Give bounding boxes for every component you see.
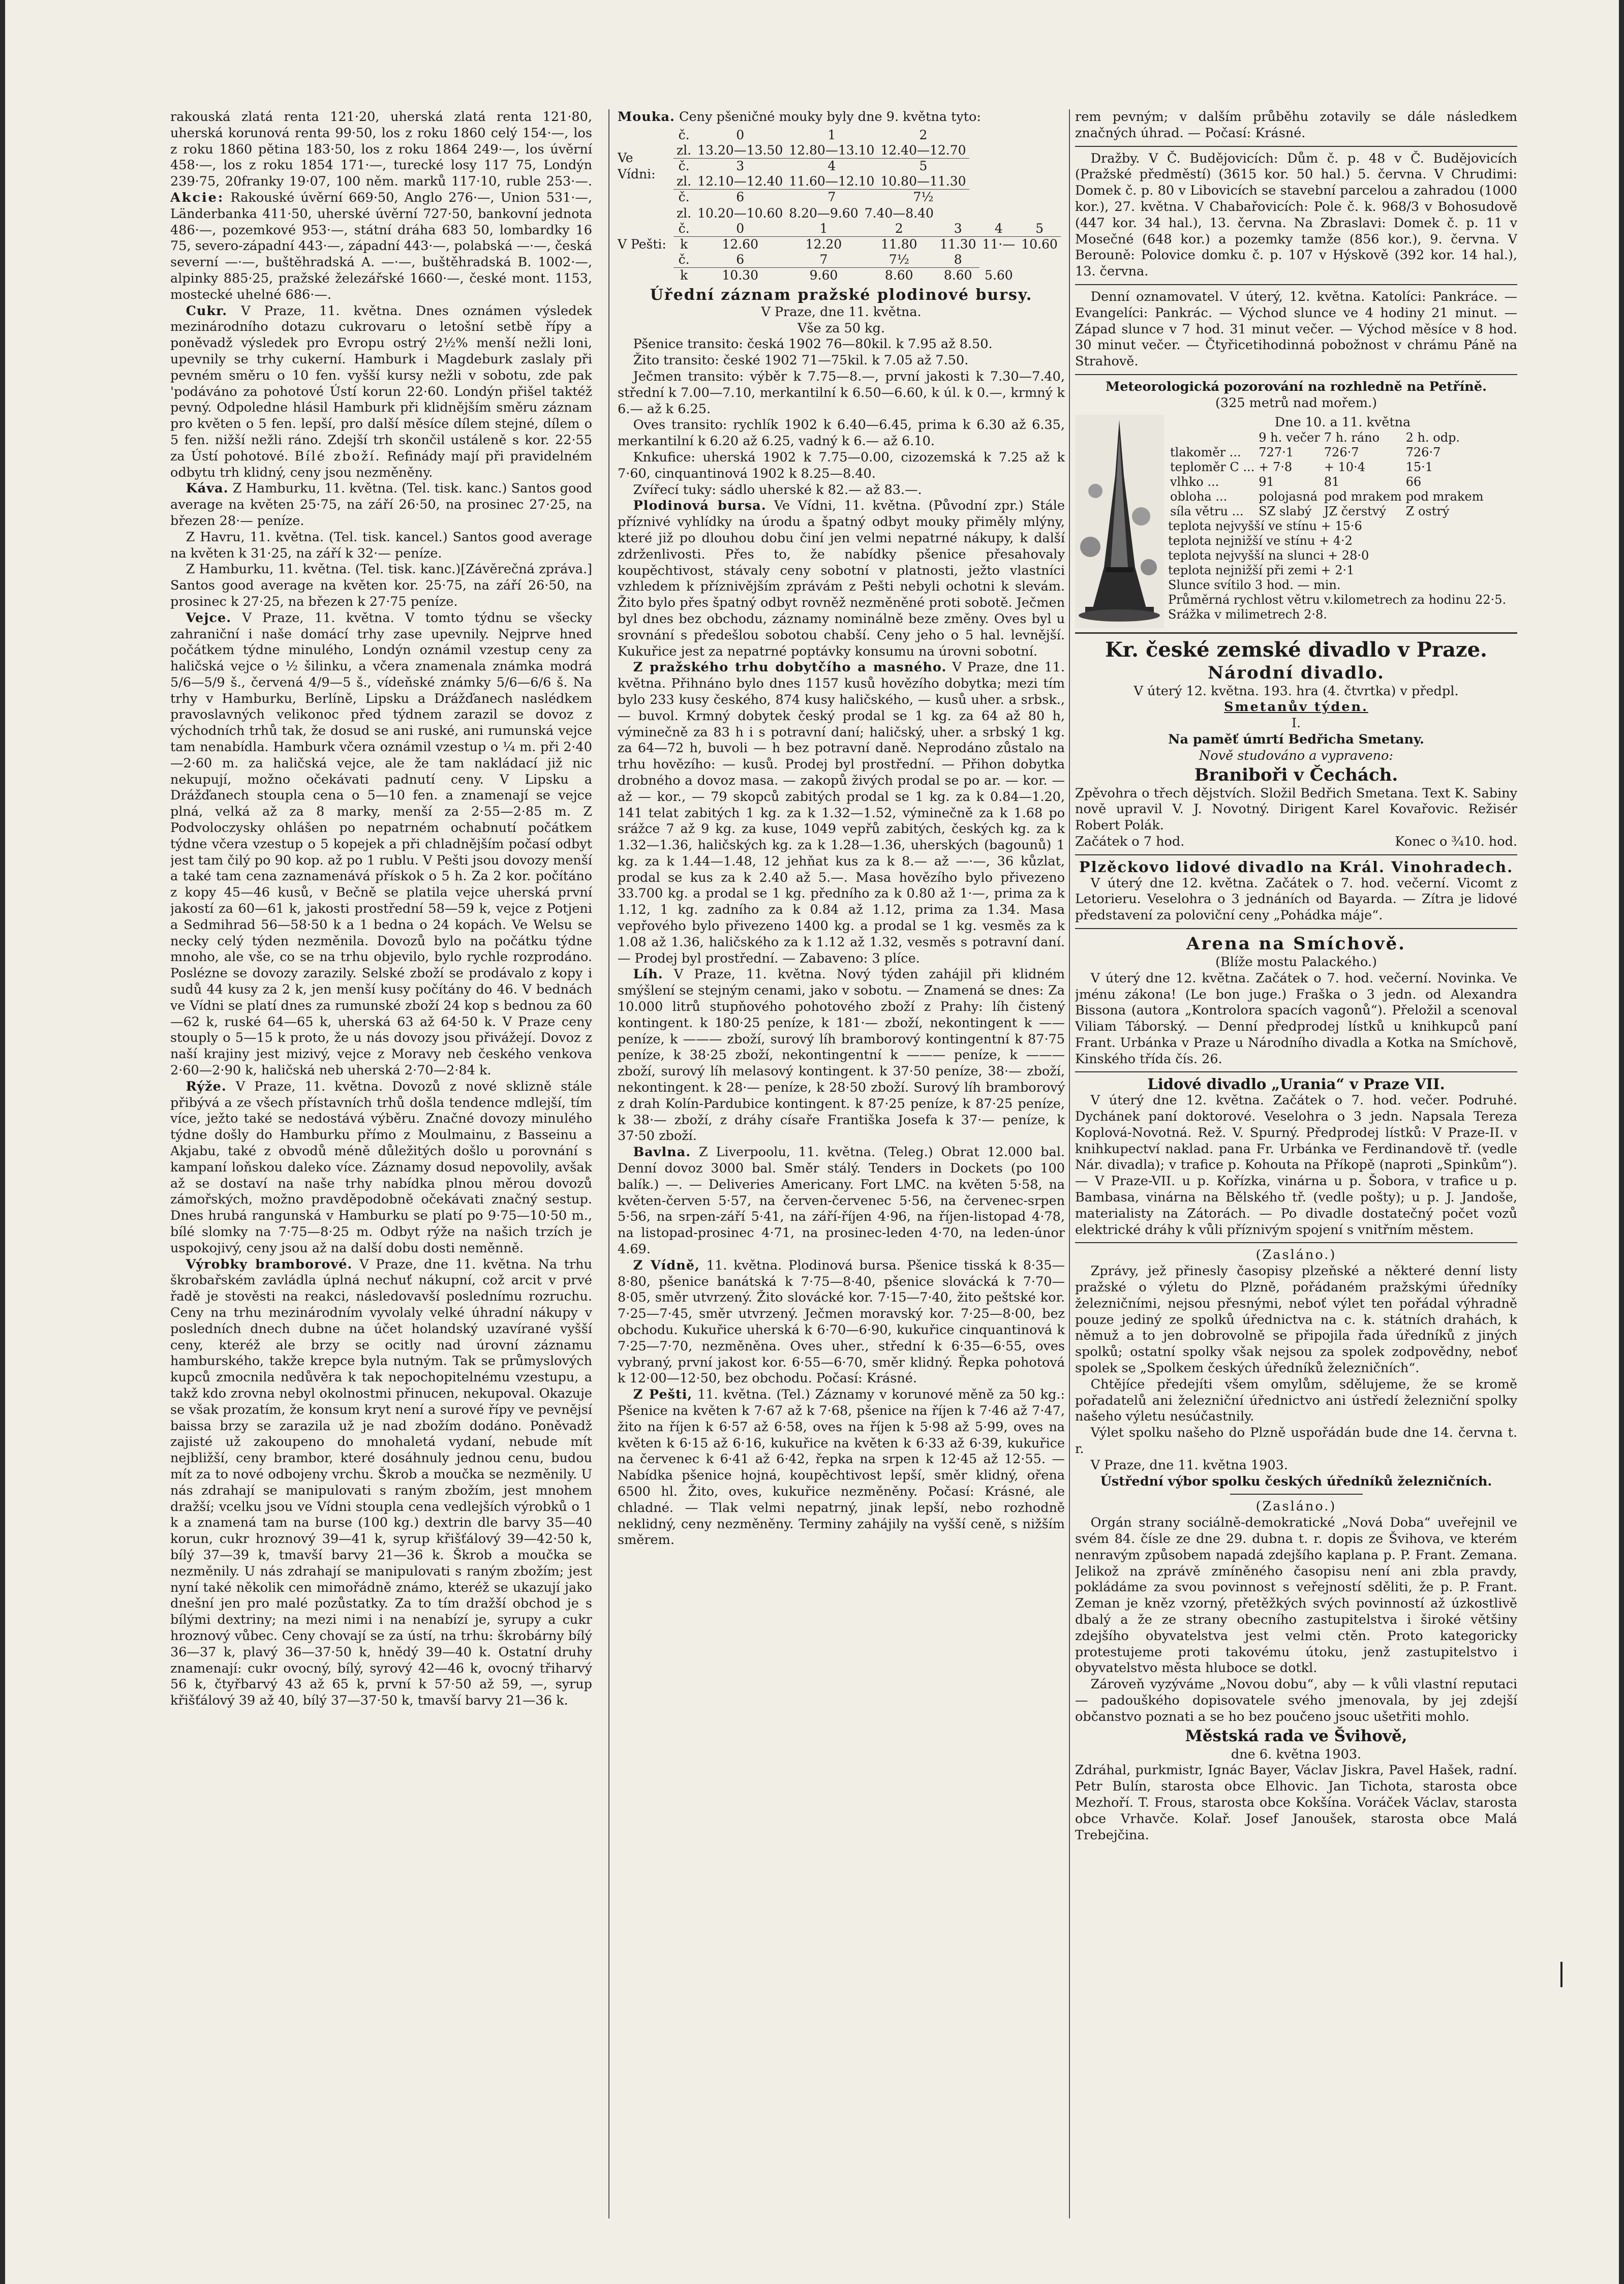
mouka-vidni-cell: č. — [678, 127, 690, 142]
bavlna-heading: Bavlna. — [633, 1145, 691, 1160]
tuky-line: Zvířecí tuky: sádlo uherské k 82.— až 83.—. — [633, 482, 922, 498]
mouka-pesti-cell: 2 — [862, 221, 937, 237]
mouka-pesti-cell: 4 — [979, 221, 1019, 237]
meteo-cell: 91 — [1259, 475, 1274, 489]
cukr-section: Cukr. V Praze, 11. května. Dnes oznámen výsledek mezinárodního dotazu cukrovaru o letošní setbě řípy a poněvadž výsledek pro Evropu ostrý 2½% menší nežli loni, upevnily se trhy cukerní. Hamburk i Magdeburk zaslaly při pevném směru o 10 fen. vyšší kursy nežli v sobotu, zde pak 'podáváno za pohotové Ústí korun 22·60. Londýn přišel taktéž pevný. Odpoledne hlásil Hamburk při klidnějším směru záznam pro květen o 5 fen. lepší, pro další měsíce dílem stejné, dílem o 5 fen. nižší nežli ráno. Zdejší trh skončil ustáleně s kor. 22·55 za Ústí pohotové. Bílé zboží. Refinády mají při pravidelném odbytu trh klidný, ceny jsou nezměněny. — [170, 303, 592, 480]
uredni-heading: Úřední záznam pražské plodinové bursy. — [650, 286, 1033, 304]
arena-text: V úterý dne 12. května. Začátek o 7. hod. večerní. Novinka. Ve jménu zákona! (Le bon juge.) Fraška o 3 jedn. od Alexandra Bissona (autora „Kontrolora spacích vagonů“). Přeložil a scenoval Viliam Táborský. — Denní předprodej lístků u knihkupců paní Frant. Urbánka v Praze u Národního divadla a Kotka na Smíchově, Kinského třída čís. 26. — [1075, 970, 1517, 1067]
divider — [1075, 146, 1517, 147]
mouka-section: Mouka. Ceny pšeničné mouky byly dne 9. května tyto: — [618, 109, 981, 125]
kava-section: Káva. Z Hamburku, 11. května. (Tel. tisk. kanc.) Santos good average na květen 25·75, na září 26·50, na prosinec 27·25, na březen 28·— peníze. — [170, 481, 592, 529]
mouka-vidni-block — [618, 128, 1065, 205]
meteo-row — [1168, 504, 1486, 519]
mouka-vidni-cell: zl. — [673, 143, 694, 159]
mestska-rada-heading: Městská rada ve Švihově, — [1185, 1726, 1407, 1745]
meteo-cell: 727·1 — [1259, 445, 1294, 460]
nove-studovano: Nově studováno a vypraveno: — [1199, 748, 1393, 763]
mouka-pesti-cell: 8.60 — [884, 267, 913, 283]
meteo-header-cell: 9 h. večer — [1259, 430, 1320, 445]
mouka-pesti-cell: 10.30 — [722, 267, 758, 283]
arena-sub: (Blíže mostu Palackého.) — [1215, 954, 1377, 970]
meteo-cell: 81 — [1324, 475, 1340, 489]
mestska-rada-signatures: Zdráhal, purkmistr, Ignác Bayer, Václav Jiskra, Pavel Hašek, radní. Petr Bulín, starosta obce Elhovic. Jan Tichota, starosta obce Mezhoří. T. Frous, starosta obce Kokšína. Voráček Václav, starosta obce Vrhavče. Kolař. Josef Janoušek, starosta obce Malá Trebejčina. — [1075, 1763, 1517, 1843]
zaslano-2-text: Orgán strany sociálně-demokratické „Nová Doba“ uveřejnil ve svém 84. čísle ze dne 29. dubna t. r. dopis ze Švihova, ve kterém nenravým způsobem napadá zdejšího kaplana p. P. Frant. Zemana. Jelikož na zprávě zmíněného časopisu není ani zbla pravdy, pokládáme za svou povinnost s veřejností sděliti, že p. P. Frant. Zeman je kněz vzorný, přetěžkých svých povinností až úzkostlivě dbalý a že ze strany obecního zastupitelstva i široké většiny zdejšího obyvatelstva jest velmi ctěn. Proto kategoricky protestujeme proti takovému útoku, jenž zastupitelstvo i obyvatelstvo města hluboce se dotkl. — [1075, 1515, 1517, 1676]
mouka-pesti-cell: 1 — [786, 221, 861, 237]
mouka-pesti-cell: 7 — [786, 252, 861, 268]
zaslano-1-text3: Výlet spolku našeho do Plzně uspořádán bude dne 14. června t. r. — [1075, 1425, 1517, 1457]
mouka-pesti-cell: č. — [673, 221, 694, 237]
mouka-vidni-cell: zl. — [673, 174, 694, 190]
mouka-vidni-cell: 10.80—11.30 — [877, 174, 969, 190]
meteo-cell: polojasná — [1259, 489, 1318, 504]
plodinova-heading: Plodinová bursa. — [633, 498, 767, 514]
branibori-text: Zpěvohra o třech dějstvích. Složil Bedřich Smetana. Text K. Sabiny nově upravil V. J. Novotný. Dirigent Karel Kovařovic. Režisér Robert Polák. — [1075, 785, 1517, 834]
zaslano-1-heading: (Zasláno.) — [1255, 1247, 1337, 1263]
mouka-vidni-cell: 11.60—12.10 — [786, 174, 877, 190]
meteo-extra-line: Srážka v milimetrech 2·8. — [1168, 607, 1327, 622]
meteo-header-cell: 2 h. odp. — [1405, 430, 1460, 445]
oves-line: Oves transito: rychlík 1902 k 6.40—6.45, prima k 6.30 až 6.35, merkantilní k 6.20 až 6.25, vadný k 6.— až 6.10. — [618, 417, 1065, 449]
meteo-subheading: (325 metrů nad mořem.) — [1215, 395, 1377, 411]
page-mark — [1560, 1962, 1562, 1987]
mouka-vidni-cell: 1 — [828, 127, 836, 142]
bourse-text: rakouská zlatá renta 121·20, uherská zlatá renta 121·80, uherská korunová renta 99·50, los z roku 1860 celý 154·—, los z roku 1860 pětina 183·50, los z roku 1864 249·—, los úvěrní 458·—, los z roku 1854 171·—, turecké losy 117 75, Londýn 239·75, 20franky 19·07, 100 něm. marků 117·10, ruble 253·—. Akcie: Rakouské úvěrní 669·50, Anglo 276·—, Union 531·—, Länderbanka 411·50, uherské úvěrní 727·50, bankovní jednota 486·—, pozemkové 953·—, státní dráha 683 50, lombardky 16 75, severo-západní 443·—, západní 443·—, polabská —·—, česká severní —·—, buštěhradská A. —·—, buštěhradská B. 1002·—, alpinky 885·25, pražské železářské 1660·—, české mont. 1153, mostecké uhelné 686·—. — [170, 109, 592, 302]
narodni-date-line: V úterý 12. května. 193. hra (4. čtvrtka) v předpl. — [1133, 683, 1459, 699]
mouka-pesti-cell: 7.40—8.40 — [864, 205, 934, 221]
zaslano-1-signature: Ústřední výbor spolku českých úředníků železničních. — [1100, 1473, 1492, 1489]
column-1 — [170, 109, 592, 2203]
meteo-extra-line: teplota nejvyšší na slunci + 28·0 — [1168, 548, 1369, 563]
cukr-heading: Cukr. — [186, 303, 228, 319]
divider — [1075, 284, 1517, 285]
mouka-pesti-row — [673, 267, 1061, 283]
hamburk-paragraph: Z Hamburku, 11. května. (Tel. tisk. kanc.)[Závěrečná zpráva.] Santos good average na květen kor. 25·75, na září 26·50, na prosinec k 27·25, na březen k 27·75 peníze. — [170, 562, 592, 609]
mouka-vidni-cell: 7 — [828, 189, 836, 204]
meteo-cell: síla větru ... — [1170, 504, 1244, 519]
smetanuv-tyden: Smetanův týden. — [1224, 699, 1368, 715]
mouka-vidni-row — [673, 128, 969, 143]
vyrobky-section: Výrobky bramborové. V Praze, dne 11. května. Na trhu škrobařském zavládla úplná nechuť nákupní, což arcit v prvé řadě je stověsti na reakci, následovavší poslednímu rozruchu. Ceny na trhu mezinárodním vyvolaly velké úhradní nákupy v posledních dnech dubne na účet holandský uzavírané vyšší ceny, kteréž ale brzy se ocitly nad úrovní záznamu hamburského, takže krepce byla nutným. Tak se průmyslových kupců zmocnila nedůvěra k tak nepochopitelnému vzestupu, a takž kdo zrovna nebyl okolnostmi přinucen, nekupoval. Okazuje se však prozatím, že konsum kryt není a surové řípy ve pevnějsí baissa brzy se zarazila už je nad zbožím dodáno. Poněvadž zajisté už zakoupeno do mnohaletá vydaní, nebude mít nejbližší, ceny brambor, které dosáhnuly jednou cenu, budou mít za to nové odbojeny vrchu. Škrob a moučka se nezměnily. U nás zdrahají se manipulovati s raným zbožím, jest mnohem dražší; vcelku jsou ve Vídni stoupla cena vedlejších výrobků o 1 k a znamená tam na burse (100 kg.) dextrin dle barvy 35—40 korun, cukr hroznový 39—41 k, syrup křišťálový 39—42·50 k, bílý 37—39 k, tmavší barvy 21—36 k. Škrob a moučka se nezměnily. U nás zdrahají se manipulovati s raným zbožím; jest nyní také několik cen mimořádně známo, kteréž se ukazují jako dnešní jen pro malé pozůstatky. Za to tím dražší obchod je s bílými dextriny; na mezi nimi i na nenabízí je, syrupy a cukr hroznový vůbec. Ceny chovají se za ústí, na trhu: škrobárny bílý 36—37 k, plavý 36—37·50 k, hnědý 39—40 k. Ostatní druhy znamenají: cukr ovocný, bílý, syrový 42—46 k, ovocný třiharvý 56 k, čtyřbarvý 43 až 65 k, první k 57·50 až 59, —, syrup křišťálový 39 až 40, bílý 37—37·50 k, tmavší barvy 21—36 k. — [170, 1256, 592, 1709]
meteo-extra-line: teplota nejvyšší ve stínu + 15·6 — [1168, 519, 1362, 534]
mouka-pesti-cell: 8.20—9.60 — [789, 205, 859, 221]
column-2 — [618, 109, 1065, 2234]
jecmen-line: Ječmen transito: výběr k 7.75—8.—, první jakosti k 7.30—7.40, střední k 7.00—7.10, merkantilní k 6.50—6.60, k úl. k 0.—, krmný k 6.— až k 6.25. — [618, 368, 1065, 417]
divider — [1075, 928, 1517, 929]
mouka-pesti-cell: 0 — [694, 221, 786, 237]
zito-line: Žito transito: české 1902 71—75kil. k 7.05 až 7.50. — [633, 353, 969, 368]
vidni-label: Ve Vídni: — [618, 150, 656, 181]
meteo-date: Dne 10. a 11. května — [1274, 414, 1411, 430]
mouka-vidni-cell: 12.10—12.40 — [694, 174, 786, 190]
meteo-extra-line: teplota nejnižší při zemi + 2·1 — [1168, 563, 1355, 578]
kukurice-line: Knkufice: uherská 1902 k 7.75—0.00, cizozemská k 7.25 až k 7·60, cinquantinová 1902 k 8.25—8.40. — [618, 449, 1065, 481]
meteo-header-cell — [1168, 430, 1257, 445]
mouka-pesti-cell: 12.20 — [805, 236, 842, 252]
meteo-extra — [1168, 519, 1517, 622]
meteo-extra-line: Průměrná rychlost větru v.kilometrech za hodinu 22·5. — [1168, 593, 1507, 607]
lih-section: Líh. V Praze, 11. května. Nový týden zahájil při klidném smýšlení se stejným cenami, jako v sobotu. — Znamená se dnes: Za 10.000 litrů stupňového pohotového zboží z Prahy: líh čistený kontingent. k 180·25 peníze, k 181·— zboží, nekontingent k —— peníze, k ——— zboží, surový líh bramborový kontingentní k 87·75 peníze, k 38·25 zboží, nekontingentní k ——— peníze, k ——— zboží, surový líh melasový kontingent. k 37·50 peníze, 38·— zboží, nekontingent. k 28·— peníze, k 28·50 zboží. Surový líh bramborový z drah Kolín-Pardubice kontingent. k 87·25 peníze, k 87·25 peníze, k 38·— zboží, z dráhy císaře Františka Josefa k 37·— peníze, k 37·50 zboží. — [618, 967, 1065, 1144]
petrin-tower-icon — [1075, 415, 1164, 628]
mouka-pesti-cell: 10.60 — [1021, 236, 1058, 252]
kava-heading: Káva. — [186, 481, 229, 497]
plzen-heading: Plzěckovo lidové divadlo na Král. Vinohradech. — [1079, 858, 1514, 876]
mouka-pesti-block — [618, 206, 1065, 283]
urania-text: V úterý dne 12. května. Začátek o 7. hod. večer. Podruhé. Dychánek paní doktorové. Veselohra o 3 jedn. Napsala Tereza Koplová-Novotná. Rež. V. Spurný. Předprodej lístků: V Praze-II. v knihkupectví naklad. pana Fr. Urbánka ve Ferdinandově tř. (vedle Nár. divadla); v trafice p. Kohouta na Příkopě (naproti „Spinkům“). — V Praze-VII. u p. Kořízka, vinárna u p. Šobora, v trafice u p. Bambasa, vinárna na Bělského tř. (vedle pošty); u p. J. Jandoše, materialisty na Zátorách. — Po divadle dostatečný počet vozů elektrické dráhy k vůli příznivým spojení s vnitřním městem. — [1075, 1093, 1517, 1238]
branibori-times — [1075, 834, 1517, 850]
mouka-vidni-cell: 7½ — [913, 189, 934, 204]
meteo-cell: SZ slabý — [1259, 504, 1312, 519]
divider — [1075, 1071, 1517, 1072]
ryze-section: Rýže. V Praze, 11. května. Dovozů z nové sklizně stále přibývá a ze všech přístavních trhů došla tendence mdlejší, tím více, ježto také se nedostává výběru. Značné dovozy minulého týdne došly do Hamburku přímo z Moulmainu, z Basseinu a Akjabu, také z obvodů méně důležitých došlo u porovnání s kampaní loňskou daleko více. Záznamy dosud nepovolily, avšak až se dostaví na naše trhy nabídka plnou měrou dovozů zámořských, možno pravděpodobně očekávati značný sestup. Dnes hrubá rangunská v Hamburku se platí po 9·75—10·50 m., bílé slomky na 7·75—8·25 m. Odbyt rýže na našich trzích je uspokojivý, ceny jsou až na další dobu dosti neměnně. — [170, 1078, 592, 1256]
divider — [1075, 854, 1517, 855]
mouka-pesti-cell: 7½ — [862, 252, 937, 268]
roman-numeral: I. — [1291, 716, 1301, 731]
mouka-pesti-cell: zl. — [677, 205, 692, 221]
vejce-heading: Vejce. — [186, 610, 232, 626]
akcie-label: Akcie: — [170, 190, 225, 205]
vidne-heading: Z Vídně, — [633, 1257, 700, 1273]
meteo-cell: teploměr C ... — [1170, 460, 1255, 475]
mouka-vidni-cell: 12.40—12.70 — [877, 143, 969, 159]
mouka-vidni-row — [673, 143, 969, 159]
arena-heading: Arena na Smíchově. — [1186, 933, 1406, 954]
meteo-cell: + 7·8 — [1259, 460, 1293, 475]
na-pamet: Na paměť úmrtí Bedřicha Smetany. — [1168, 731, 1424, 747]
mouka-pesti-cell: 3 — [937, 221, 979, 237]
meteo-data — [1168, 415, 1517, 628]
mouka-pesti-row — [673, 221, 1061, 237]
pesti-section: Z Pešti, 11. května. (Tel.) Záznamy v korunové měně za 50 kg.: Pšenice na květen k 7·67 až k 7·68, pšenice na říjen k 7·46 až 7·47, žito na říjen k 6·57 až 6·58, oves na říjen k 5·98 až 5·99, oves na květen k 6·15 až 6·16, kukuřice na květen k 6·33 až 6·39, kukuřice na červenec k 6·41 až 6·42, řepka na srpen k 12·45 až 12·55. — Nabídka pšenice hojná, koupěchtivost lepší, směr klidný, ořena 6500 hl. Žito, oves, kukuřice nezměněny. Počasí: Krásné, ale chladné. — Tlak velmi nepatrný, jinak lepší, nebo rozhodně neklidný, ceny nezměněny. Terminy zahájily na vyšší ceně, s nižším směrem. — [618, 1387, 1065, 1548]
vyrobky-heading: Výrobky bramborové. — [186, 1256, 353, 1272]
meteo-cell: pod mrakem — [1324, 489, 1402, 504]
meteo-cell: 726·7 — [1324, 445, 1359, 460]
mouka-vidni-cell: 13.20—13.50 — [694, 143, 786, 159]
burza-continuation: rem pevným; v dalším průběhu zotavily se dále následkem značných úhrad. — Počasí: Krásné. — [1075, 109, 1517, 141]
meteo-cell: 15·1 — [1405, 460, 1433, 475]
mouka-vidni-row — [673, 158, 969, 174]
branibori-title: Braniboři v Čechách. — [1194, 764, 1398, 785]
divadlo-heading: Kr. české zemské divadlo v Praze. — [1105, 637, 1487, 662]
column-rule-2 — [1069, 109, 1070, 2218]
zaslano-2-heading: (Zasláno.) — [1255, 1499, 1337, 1515]
meteo-header-row — [1168, 430, 1486, 445]
column-3 — [1075, 109, 1517, 2234]
meteo-cell: vlhko ... — [1170, 475, 1219, 489]
uredni-unit: Vše za 50 kg. — [798, 320, 885, 336]
mouka-pesti-row — [673, 236, 1061, 252]
narodni-heading: Národní divadlo. — [1207, 662, 1385, 683]
mouka-pesti-cell: 5.60 — [985, 267, 1013, 283]
mouka-vidni-cell: 5 — [919, 158, 928, 173]
mouka-vidni-cell: 2 — [919, 127, 928, 142]
mouka-pesti-cell: č. — [673, 252, 694, 268]
zaslano-1-text: Zprávy, jež přinesly časopisy plzeňské a některé denní listy pražské o výletu do Plzně, pořádaném pražskými úředníky železničními, nejsou přesnými, neboť výlet ten pořádal výhradně pouze jediný ze spolků úřednictva na c. k. státních drahách, k němuž a to jen dobrovolně se připojila řada úředníků z jiných spolků; ostatní spolky však nejsou za spolek zodpovědny, neboť spolek se „Spolkem českých úředníků železničních“. — [1075, 1263, 1517, 1376]
mouka-vidni-cell: 6 — [736, 189, 745, 204]
mouka-pesti-row — [673, 252, 1061, 268]
pesti-label: V Pešti: — [618, 236, 666, 252]
plzen-text: V úterý dne 12. května. Začátek o 7. hod. večerní. Vicomt z Letorieru. Veselohra o 3 jednáních od Bayarda. — Zítra je lidové představení za poloviční ceny „Pohádka máje“. — [1075, 875, 1517, 923]
mouka-vidni-cell: č. — [678, 158, 690, 173]
mouka-pesti-cell: 8.60 — [943, 267, 972, 283]
urania-heading: Lidové divadlo „Urania“ v Praze VII. — [1147, 1075, 1445, 1093]
mouka-pesti-cell: 9.60 — [809, 267, 838, 283]
plodinova-section: Plodinová bursa. Ve Vídni, 11. května. (Původní zpr.) Stále příznivé vyhlídky na úrodu a špatný odbyt mouky přiměly mlýny, které již po dlouhou dobu činí jen velmi nepatrné nákupy, k další zdrženlivosti. Přes to, že nabídky pšenice přesahovaly koupěchtivost, stávaly ceny sobotní v platnosti, ježto vlastníci vzhledem k příznivějším zprávám z Pešti nebyli ochotni k slevám. Žito bylo přes špatný odbyt rovněž nezměněné proti sobotě. Ječmen byl dnes bez obchodu, záznamy nominálně beze změny. Oves byl u srovnání s předešlou sobotou chabší. Ceny jeho o 5 hal. levnější. Kukuřice jest za nepatrné poptávky konsumu na úrovni sobotní. — [618, 498, 1065, 659]
meteo-row — [1168, 460, 1486, 475]
mouka-pesti-cell: k — [680, 236, 688, 252]
lih-heading: Líh. — [633, 967, 663, 982]
denni-oznamovatel: Denní oznamovatel. V úterý, 12. května. Katolíci: Pankráce. — Evangelíci: Pankrác. — Východ slunce ve 4 hodiny 21 minut. — Západ slunce v 7 hod. 31 minut večer. — Východ měsíce v 8 hod. 30 minut večer. — Čtyřicetihodinná pobožnost v chrámu Páně na Strahově. — [1075, 289, 1517, 369]
divider — [1075, 632, 1517, 634]
psenice-line: Pšenice transito: česká 1902 76—80kil. k 7.95 až 8.50. — [633, 336, 993, 352]
konec: Konec o ¾10. hod. — [1395, 834, 1517, 849]
meteo-cell: Z ostrý — [1405, 504, 1450, 519]
mouka-table-pesti — [673, 206, 1061, 283]
meteo-extra-line: Slunce svítilo 3 hod. — min. — [1168, 578, 1341, 593]
meteo-header-cell: 7 h. ráno — [1324, 430, 1380, 445]
meteo-row — [1168, 489, 1486, 504]
zaslano-1-date: V Praze, dne 11. května 1903. — [1090, 1457, 1288, 1473]
mouka-pesti-cell: 8 — [937, 252, 979, 268]
mouka-pesti-cell: 12.60 — [722, 236, 758, 252]
meteo-row — [1168, 475, 1486, 489]
meteo-row — [1168, 445, 1486, 460]
meteo-cell: tlakoměr ... — [1170, 445, 1241, 460]
drazby-section: Dražby. V Č. Budějovicích: Dům č. p. 48 v Č. Budějovicích (Pražské předměstí) (3615 kor. 50 hal.) 5. června. V Chrudimi: Domek č. p. 80 v Libovicích se stavební parcelou a zahradou (1000 kor.), 27. května. V Chabařovicích: Pole č. k. 968/3 v Bohosudově (447 kor. 34 hal.), 13. června. Na Zbraslavi: Domek č. p. 11 v Mosečné (648 kor.) a pozemky tamže (856 kor.), 9. června. V Berouně: Polovice domku č. p. 107 v Hýskově (392 kor. 14 hal.), 13. června. — [1075, 150, 1517, 280]
zaslano-1-text2: Chtějíce předejíti všem omylům, sdělujeme, že se kromě pořadatelů ani železniční úřednictvo ani ústředí železniční spolky našeho výletu nesúčastnily. — [1075, 1376, 1517, 1425]
bavlna-section: Bavlna. Z Liverpoolu, 11. května. (Teleg.) Obrat 12.000 bal. Denní dovoz 3000 bal. Směr stálý. Tenders in Dockets (po 100 balík.) —. — Deliveries Americany. Fort LMC. na květen 5·58, na květen-červen 5·57, na červen-červenec 5·56, na červenec-srpen 5·56, na srpen-září 5·41, na září-říjen 4·96, na říjen-listopad 4·78, na listopad-prosinec 4·71, na prosinec-leden 4·70, na leden-únor 4.69. — [618, 1145, 1065, 1257]
uredni-date: V Praze, dne 11. května. — [761, 304, 922, 320]
meteo-block — [1075, 415, 1517, 628]
mouka-vidni-cell: č. — [678, 189, 690, 204]
meteo-cell: pod mrakem — [1405, 489, 1484, 504]
divider — [1075, 374, 1517, 375]
meteo-table — [1168, 430, 1486, 519]
dobytek-section: Z pražského trhu dobytčího a masného. V Praze, dne 11. května. Přihnáno bylo dnes 1157 kusů hovězího dobytka; mezi tím bylo 233 kusy českého, 874 kusy haličského, — kusů uher. a srbsk., — buvol. Krmný dobytek český prodal se 1 kg. za 64 až 80 h, výminečně za 83 h i s potravní daní; haličský, uher. a srbský 1 kg. za 64—72 h, buvoli — h bez potravní daně. Neprodáno zůstalo na trhu hovězího: — kusů. Prodej byl prostřední. — Přihon dobytka drobného a dovoz masa. — zakopů živých prodal se po ar. — kor. — až — kor., — 79 skopců zabitých prodal se 1 kg. za k 0.84—1.20, 141 telat zabitých 1 kg. za k 1.32—1.52, výminečně za k 1.68 po srážce 7 až 9 kg. za kuse, 1049 vepřů zabitých, českých kg. za k 1.32—1.36, haličských kg. za k 1.28—1.36, uherských (bagounů) 1 kg. za k 1.44—1.48, 12 jehňat kus za k 8.— až —·—, 36 kůzlat, prodal se kus za k 2.40 až 5.—. Masa hovězího bylo přivezeno 33.700 kg. a prodal se 1 kg. předního za k 0.80 až 1·—, prima za k 1.12, 1 kg. zadního za k 0.84 až 1.12, prima za 1.34. Masa vepřového bylo přivezeno 1400 kg. a prodal se 1 kg. vesměs za k 1.08 až 1.36, haličského za k 1.12 až 1.32, vesměs s potravní daní. — Prodej byl prostřední. — Zabaveno: 3 plíce. — [618, 660, 1065, 966]
divider — [1075, 1242, 1517, 1243]
mouka-pesti-cell: 11.30 — [939, 236, 976, 252]
meteo-heading: Meteorologická pozorování na rozhledně na Petříně. — [1106, 379, 1487, 394]
mouka-pesti-cell: 6 — [694, 252, 786, 268]
mouka-table-vidni — [673, 128, 969, 205]
mouka-pesti-cell: 11·— — [982, 236, 1016, 252]
meteo-cell: + 10·4 — [1324, 460, 1365, 475]
meteo-cell: 726·7 — [1405, 445, 1441, 460]
zaslano-2-text2: Zároveň vyzýváme „Novou dobu“, aby — k vůli vlastní reputaci — padouškého dopisovatele svého jmenovala, by jej zdejší občanstvo poznati a se ho bez poučeno jsouc ušetřiti mohlo. — [1075, 1677, 1517, 1724]
meteo-cell: JZ čerstvý — [1324, 504, 1386, 519]
mouka-pesti-cell: 11.80 — [880, 236, 917, 252]
havru-paragraph: Z Havru, 11. května. (Tel. tisk. kancel.) Santos good average na květen k 31·25, na září k 32·— peníze. — [170, 529, 592, 561]
mouka-vidni-row — [673, 189, 969, 205]
mouka-vidni-cell: 3 — [736, 158, 745, 173]
meteo-cell: obloha ... — [1170, 489, 1228, 504]
zacatek: Začátek o 7 hod. — [1075, 834, 1185, 849]
ryze-heading: Rýže. — [186, 1078, 227, 1094]
mouka-vidni-row — [673, 174, 969, 190]
meteo-cell: 66 — [1405, 475, 1422, 489]
mouka-pesti-cell: 10.20—10.60 — [697, 205, 783, 221]
mouka-pesti-cell: k — [680, 267, 688, 283]
mouka-pesti-cell: 5 — [1018, 221, 1061, 237]
mouka-heading: Mouka. — [618, 109, 675, 125]
mestska-rada-date: dne 6. května 1903. — [1231, 1746, 1362, 1762]
vidne-section: Z Vídně, 11. května. Plodinová bursa. Pšenice tisská k 8·35—8·80, pšenice banátská k 7·75—8·40, pšenice slovácká k 7·70—8·05, směr utvrzený. Žito slovácké kor. 7·15—7·40, žito peštské kor. 7·25—7·45, směr utvrzený. Ječmen moravský kor. 7·25—8·00, bez obchodu. Kukuřice uherská k 6·70—6·90, kukuřice cinquantinová k 7·25—7·70, nezměněna. Oves uher., střední k 6·35—6·55, oves vybraný, první jakost kor. 6·55—6·70, směr klidný. Řepka pohotová k 12·00—12·50, bez obchodu. Počasí: Krásné. — [618, 1257, 1065, 1386]
column-rule-1 — [608, 109, 609, 2218]
divider — [1230, 1494, 1363, 1495]
mouka-vidni-cell: 0 — [736, 127, 745, 142]
scan-edge-right — [1619, 0, 1624, 2284]
mouka-vidni-cell: 12.80—13.10 — [786, 143, 877, 159]
dobytek-heading: Z pražského trhu dobytčího a masného. — [633, 660, 947, 675]
scan-edge-left — [0, 0, 5, 2284]
mouka-vidni-cell: 4 — [828, 158, 836, 173]
mouka-pesti-row — [673, 206, 1061, 221]
meteo-extra-line: teplota nejnižší ve stínu + 4·2 — [1168, 534, 1353, 548]
vejce-section: Vejce. V Praze, 11. května. V tomto týdnu se všecky zahraniční i naše domácí trhy zase upevnily. Nejprve hned počátkem týdne minulého, Londýn oznámil vzestup ceny za haličská vejce o ½ šilinku, a včera znamenala známka modrá 5/6—5/9 š., červená 4/9—5 š., vídeňské známky 5/6—6/6 š. Na trhy v Hamburku, Berlíně, Lipsku a Drážďanech naslédkem pravoslavných velikonoc před týdnem zarazil se dovoz z východních trhů tak, že dosud se ani ruské, ani rumunská vejce tam nenabídla. Hamburk včera oznámil vzestup o ¼ m. při 2·40—2·60 m. za haličská vejce, ale že tam nakládací již nic nekupují, možno očekávati padnutí ceny. V Lipsku a Drážďanech stoupla cena o 5—10 fen. a znamenají se vejce plná, velká až za 8 marky, menší za 2·55—2·85 m. Z Podvoloczysky ohlášen po nepatrném ochabnutí počátkem týdne včera vzestup o 5 kopejek a při chladnějším počasí odbyt jest tam čilý po 90 kop. až po 1 rublu. V Pešti jsou dovozy menší a také tam cena zaznamenává přískok o 5 h. Za 2 kor. počítáno z kopy 45—46 kusů, v Bečně se platila vejce uherská první jakostí za 60—61 k, jakosti prostřední 58—59 k, vejce z Potjeni a Sedmihrad 56—58·50 k a 1 bedna o 24 kopách. Ve Welsu se necky celý týden nezměnila. Dovozů bylo na počátku týdne mnoho, ale vše, co se na trhu objevilo, bylo rychle rozprodáno. Poslézne se dovozy zarazily. Selské zboží se prodávalo z kopy i sudů 44 kusy za 2 k, jen menší kusy počítány do 46. V bednách ve Vídni se platí dnes za rumunské zboží 24 kop s bednou za 60—62 k, ruské 64—65 k, uherská 63 až 64·50 k. V Praze ceny stouply o 5—15 k proto, že u nás dovozy jsou přivážejí. Dovoz z naší krajiny jest mizivý, vejce z Moravy neb českého venkova 2·60—2·90 k, haličská neb uherská 2·70—2·84 k. — [170, 610, 592, 1078]
pesti-heading: Z Pešti, — [633, 1387, 693, 1403]
